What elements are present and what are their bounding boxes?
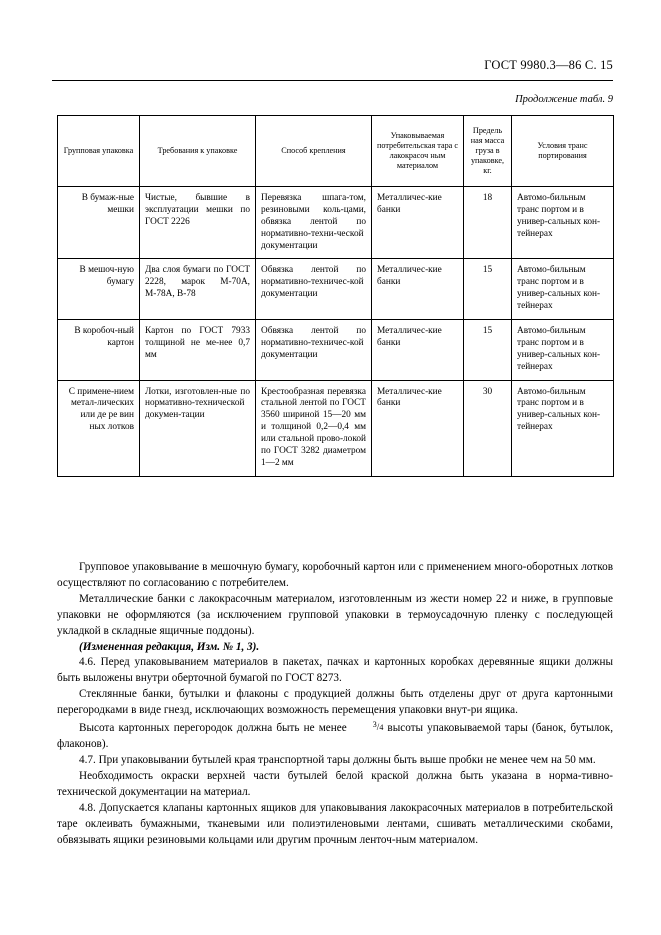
cell-mass: 15 — [464, 259, 512, 320]
cell-requirements: Два слоя бумаги по ГОСТ 2228, марок М-70А, М-78А, В-78 — [140, 259, 256, 320]
cell-fastening: Обвязка лентой по нормативно-техничес-кой документации — [256, 320, 372, 381]
cell-group: С примене-нием метал-лических или де ре вин ных лотков — [58, 380, 140, 476]
cell-requirements: Чистые, бывшие в эксплуатации мешки по ГОСТ 2226 — [140, 187, 256, 259]
fraction-numerator: 3 — [372, 720, 377, 730]
packaging-requirements-table — [57, 115, 614, 477]
body-text — [57, 560, 613, 848]
cell-transport: Автомо-бильным транс портом и в универ-сальных кон-тейнерах — [512, 187, 614, 259]
table-header-row — [58, 116, 614, 187]
paragraph-clause-4-7: 4.7. При упаковывании бутылей края транспортной тары должны быть выше пробки не менее чем на 50 мм. — [79, 754, 596, 767]
table-row — [58, 187, 614, 259]
column-header-container: Упаковываемая потребительская тара с лакокрасоч ным материалом — [372, 116, 464, 187]
partition-height-text-after: высоты упаковываемой тары (банок, бутылок, флаконов). — [57, 722, 613, 751]
cell-mass: 30 — [464, 380, 512, 476]
cell-transport: Автомо-бильным транс портом и в универ-сальных кон-тейнерах — [512, 320, 614, 381]
paragraph-clause-4-8: 4.8. Допускается клапаны картонных ящиков для упаковывания лакокрасочных материалов в потребительской таре оклеивать бумажными, тканевыми или полиэтиленовыми лентами, сшивать металлическими скобами, обвязывать ящики резиновыми кольцами или другим прочным ленточ-ным материалом. — [57, 801, 613, 846]
paragraph-glass-jars: Стеклянные банки, бутылки и флаконы с продукцией должны быть отделены друг от друга картонными перегородками в виде гнезд, исключающих возможность перемещения упаковки внут-ри ящика. — [57, 688, 613, 717]
paragraph-clause-4-6: 4.6. Перед упаковыванием материалов в пакетах, пачках и картонных коробках деревянные ящики должны быть выложены внутри оберточной бумагой по ГОСТ 8273. — [57, 656, 613, 685]
fraction-denominator: 4 — [379, 723, 384, 733]
cell-fastening: Обвязка лентой по нормативно-техничес-кой документации — [256, 259, 372, 320]
paragraph-white-paint: Необходимость окраски верхней части бутылей белой краской должна быть указана в норма-тивно-технической документации на материал. — [57, 769, 613, 798]
cell-mass: 18 — [464, 187, 512, 259]
cell-group: В бумаж-ные мешки — [58, 187, 140, 259]
table-row — [58, 320, 614, 381]
page-header — [48, 58, 613, 73]
table-row — [58, 380, 614, 476]
cell-container: Металличес-кие банки — [372, 259, 464, 320]
cell-transport: Автомо-бильным транс портом и в универ-сальных кон-тейнерах — [512, 380, 614, 476]
fraction-three-quarters: $^3/_4$ — [372, 720, 384, 733]
cell-transport: Автомо-бильным транс портом и в универ-сальных кон-тейнерах — [512, 259, 614, 320]
standard-reference: ГОСТ 9980.3—86 С. 15 — [484, 58, 613, 72]
paragraph-group-packaging: Групповое упаковывание в мешочную бумагу, коробочный картон или с применением много-оборотных лотков осуществляют по согласованию с потребителем. — [57, 561, 613, 589]
column-header-mass: Предель ная масса груза в упаковке, кг. — [464, 116, 512, 187]
cell-group: В коробоч-ный картон — [58, 320, 140, 381]
cell-fastening: Крестообразная перевязка стальной лентой по ГОСТ 3560 шириной 15—20 мм и толщиной 0,2—0,4 мм или стальной прово-локой по ГОСТ 3282 диаметром 1—2 мм — [256, 380, 372, 476]
table-continuation-label: Продолжение табл. 9 — [515, 94, 613, 105]
paragraph-partition-height — [57, 719, 613, 753]
cell-requirements: Картон по ГОСТ 7933 толщиной не ме-нее 0,7 мм — [140, 320, 256, 381]
cell-requirements: Лотки, изготовлен-ные по нормативно-технической докумен-тации — [140, 380, 256, 476]
table-row — [58, 259, 614, 320]
cell-group: В мешоч-ную бумагу — [58, 259, 140, 320]
cell-mass: 15 — [464, 320, 512, 381]
paragraph-revision-note: (Измененная редакция, Изм. № 1, 3). — [79, 640, 260, 653]
paragraph-metal-cans: Металлические банки с лакокрасочным материалом, изготовленным из жести номер 22 и ниже, в групповые упаковки не оформляются (за исключением групповой упаковки в термоусадочную пленку с последующей укладкой в складные ящичные поддоны). — [57, 592, 613, 637]
cell-container: Металличес-кие банки — [372, 320, 464, 381]
column-header-transport: Условия транс портирования — [512, 116, 614, 187]
column-header-fastening: Способ крепления — [256, 116, 372, 187]
column-header-group: Групповая упаковка — [58, 116, 140, 187]
cell-container: Металличес-кие банки — [372, 187, 464, 259]
column-header-requirements: Требования к упаковке — [140, 116, 256, 187]
partition-height-text-before: Высота картонных перегородок должна быть не менее — [79, 722, 351, 735]
cell-fastening: Перевязка шпага-том, резиновыми коль-цами, обвязка лентой по нормативно-техни-ческой документации — [256, 187, 372, 259]
header-divider — [52, 80, 613, 81]
cell-container: Металличес-кие банки — [372, 380, 464, 476]
